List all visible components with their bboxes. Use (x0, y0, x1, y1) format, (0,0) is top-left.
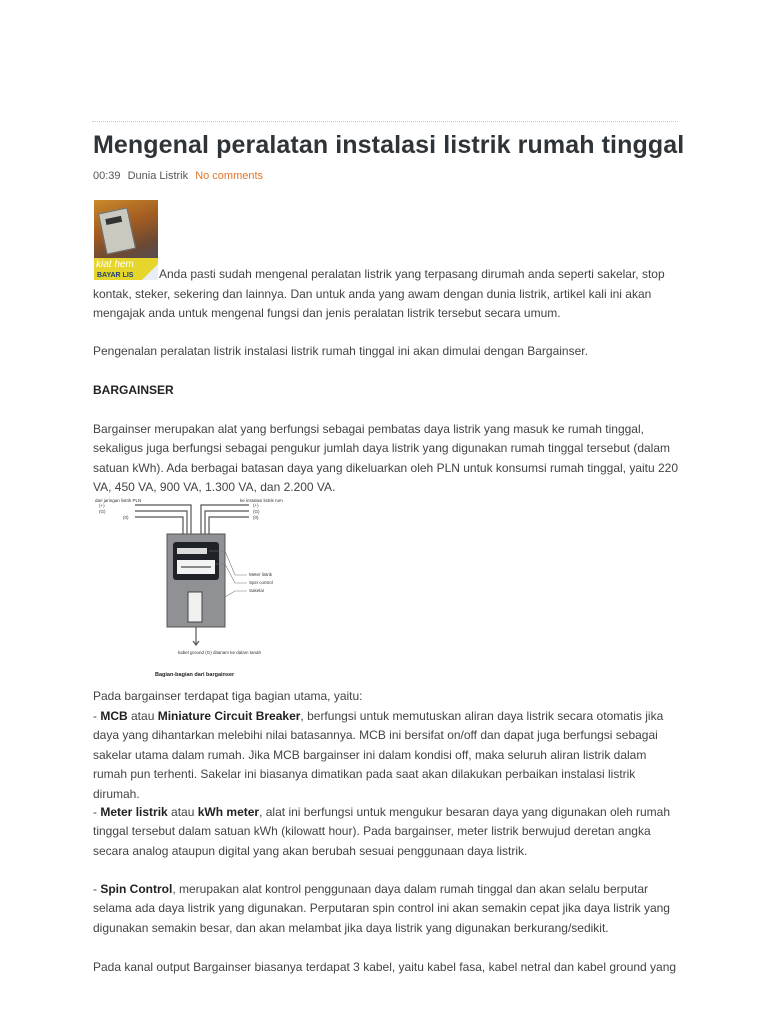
mcb-fullname-term: Miniature Circuit Breaker (157, 709, 301, 723)
spin-control-term: Spin Control (100, 882, 173, 896)
cover-caption-2: BAYAR LIS (97, 272, 134, 279)
comments-link[interactable]: No comments (195, 170, 264, 182)
svg-text:(+): (+) (99, 503, 105, 508)
post-title: Mengenal peralatan instalasi listrik rumah tinggal (93, 131, 685, 159)
post-author[interactable]: Dunia Listrik (127, 170, 189, 182)
diagram-dest-label: ke instalasi listrik rumah (240, 498, 283, 503)
svg-text:Spin control: Spin control (249, 580, 273, 585)
mcb-paragraph: - MCB atau Miniature Circuit Breaker, berfungsi untuk memutuskan aliran daya listrik secara otomatis jika daya yang dihantarkan melebihi nilai batasannya. MCB ini bersifat on/off dan dapat juga berfungsi sebagai sakelar utama dalam rumah. Jika MCB bargainser ini dalam kondisi off, maka seluruh aliran listrik dalam rumah pun terhenti. Sakelar ini biasanya dimatikan pada saat akan dilakukan perbaikan instalasi listrik dirumah. (93, 709, 664, 801)
diagram-caption: Bagian-bagian dari bargainser (155, 672, 235, 678)
meter-paragraph: - Meter listrik atau kWh meter, alat ini berfungsi untuk mengukur besaran daya yang digunakan oleh rumah tinggal tersebut dalam satuan kWh (kilowatt hour). Pada bargainser, meter listrik berwujud deretan angka secara analog ataupun digital yang akan berubah sesuai penggunaan daya listrik. (93, 805, 671, 858)
page-curl-icon (142, 264, 158, 280)
intro-first-line: Anda pasti sudah mengenal peralatan listrik yang terpasang dirumah anda seperti sakelar, stop (159, 267, 665, 281)
svg-text:(+): (+) (253, 503, 259, 508)
bargainser-description: Bargainser merupakan alat yang berfungsi sebagai pembatas daya listrik yang masuk ke rumah tinggal, sekaligus juga berfungsi sebagai pengukur jumlah daya listrik yang digunakan rumah tinggal tersebut (dalam satuan kWh). Ada berbagai batasan daya yang dikeluarkan oleh PLN untuk konsumsi rumah tinggal, yaitu 220 VA, 450 VA, 900 VA, 1.300 VA, dan 2.200 VA. (93, 422, 679, 495)
svg-text:Meter listrik: Meter listrik (249, 572, 273, 577)
kwh-meter-term: kWh meter (197, 805, 260, 819)
output-channel-paragraph: Pada kanal output Bargainser biasanya terdapat 3 kabel, yaitu kabel fasa, kabel netral dan kabel ground yang (93, 960, 677, 974)
post-meta (93, 170, 263, 182)
mcb-term: MCB (100, 709, 128, 723)
post-time: 00:39 (93, 170, 121, 182)
svg-text:(0): (0) (253, 515, 259, 520)
bargainser-diagram (93, 494, 283, 682)
svg-text:(G): (G) (99, 509, 106, 514)
cover-caption-1: kiat hem (96, 259, 134, 270)
intro-paragraph: kontak, steker, sekering dan lainnya. Dan untuk anda yang awam dengan dunia listrik, artikel kali ini akan mengajak anda untuk mengenal fungsi dan jenis peralatan listrik tersebut secara umum. (93, 287, 652, 321)
svg-text:(0): (0) (123, 515, 129, 520)
three-parts-intro: Pada bargainser terdapat tiga bagian utama, yaitu: (93, 689, 363, 703)
book-cover-image[interactable] (94, 200, 158, 280)
post-separator (92, 121, 678, 122)
meter-illustration (98, 207, 136, 254)
intro-bargainser: Pengenalan peralatan listrik instalasi listrik rumah tinggal ini akan dimulai dengan Bargainser. (93, 344, 588, 358)
svg-text:(G): (G) (253, 509, 260, 514)
diagram-source-label: dari jaringan listrik PLN (95, 498, 142, 503)
svg-text:kabel ground (G) ditanam ke da: kabel ground (G) ditanam ke dalam tanah (178, 650, 262, 655)
spin-control-paragraph: - Spin Control, merupakan alat kontrol penggunaan daya dalam rumah tinggal dan akan selalu berputar selama ada daya listrik yang digunakan. Perputaran spin control ini akan semakin cepat jika daya listrik yang digunakan semakin besar, dan akan melambat jika daya listrik yang digunakan berkurang/sedikit. (93, 882, 670, 935)
section-heading: BARGAINSER (93, 383, 174, 397)
svg-text:Sakelar: Sakelar (249, 588, 265, 593)
meter-term: Meter listrik (100, 805, 168, 819)
